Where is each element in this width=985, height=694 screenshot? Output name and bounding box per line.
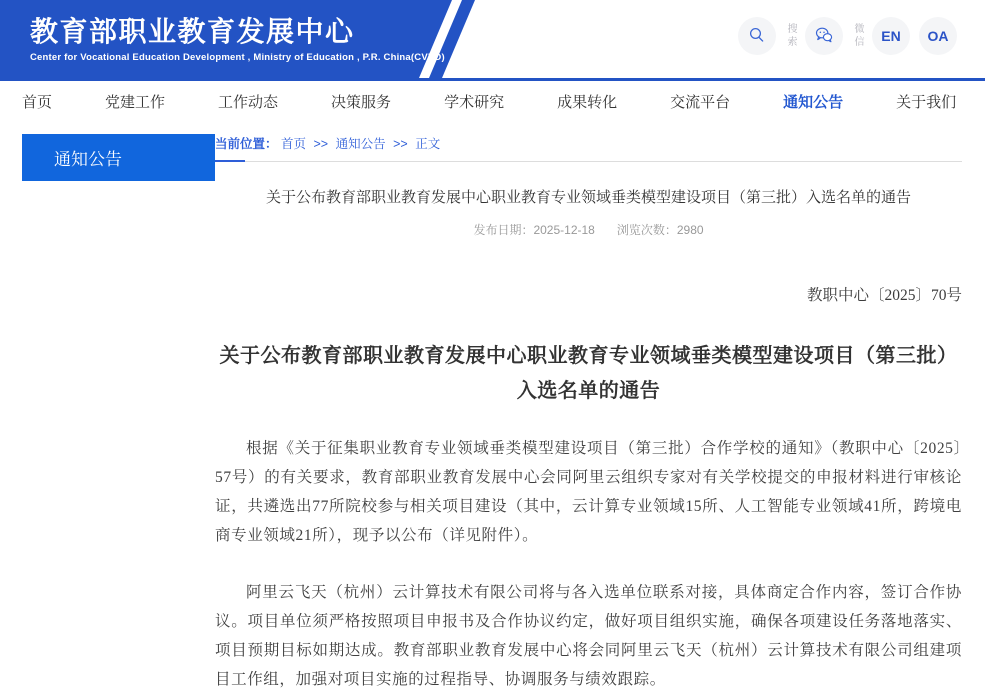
sidebar-item-notices[interactable]: 通知公告 (22, 134, 215, 181)
breadcrumb-current: 正文 (415, 137, 441, 151)
oa-button[interactable]: OA (919, 17, 957, 55)
site-title: 教育部职业教育发展中心 (30, 16, 355, 47)
site-header (0, 0, 985, 81)
main-nav (0, 81, 985, 122)
english-button[interactable]: EN (872, 17, 910, 55)
article-paragraph: 根据《关于征集职业教育专业领域垂类模型建设项目（第三批）合作学校的通知》（教职中心〔2025〕57号）的有关要求，教育部职业教育发展中心会同阿里云组织专家对有关学校提交的申报材料进行审核论证，共遴选出77所院校参与相关项目建设（其中，云计算专业领域15所、人工智能专业领域41所，跨境电商专业领域21所），现予以公布（详见附件）。 (215, 440, 962, 544)
nav-item-notices[interactable]: 通知公告 (783, 94, 844, 111)
publish-date-label: 发布日期： (473, 223, 534, 237)
nav-item-party-building[interactable]: 党建工作 (105, 94, 166, 111)
nav-item-achievements[interactable]: 成果转化 (557, 94, 618, 111)
views-label: 浏览次数： (616, 223, 677, 237)
main-area (0, 134, 985, 694)
nav-item-academic-research[interactable]: 学术研究 (444, 94, 505, 111)
breadcrumb-prefix: 当前位置： (215, 137, 278, 151)
wechat-label: 微信 (852, 23, 863, 49)
breadcrumb-rule (215, 160, 962, 162)
nav-item-about-us[interactable]: 关于我们 (896, 94, 957, 111)
breadcrumb-rule-gray (215, 161, 962, 162)
article-content (215, 134, 985, 694)
breadcrumb (215, 135, 962, 153)
views-value: 2980 (676, 223, 704, 237)
site-subtitle: Center for Vocational Education Development , Ministry of Education , P.R. China(CVED) (30, 52, 445, 63)
breadcrumb-separator: >> (313, 137, 329, 151)
header-actions (738, 17, 957, 55)
article-title: 关于公布教育部职业教育发展中心职业教育专业领域垂类模型建设项目（第三批）入选名单的通告 (265, 189, 911, 206)
breadcrumb-link-notices[interactable]: 通知公告 (335, 137, 386, 151)
article-paragraph: 阿里云飞天（杭州）云计算技术有限公司将与各入选单位联系对接，具体商定合作内容，签订合作协议。项目单位须严格按照项目申报书及合作协议约定，做好项目组织实施，确保各项建设任务落地落实、项目预期目标如期达成。教育部职业教育发展中心将会同阿里云飞天（杭州）云计算技术有限公司组建项目工作组，加强对项目实施的过程指导、协调服务与绩效跟踪。 (215, 584, 962, 688)
site-logo[interactable] (30, 15, 445, 63)
breadcrumb-link-home[interactable]: 首页 (281, 137, 307, 151)
search-icon (748, 26, 766, 47)
document-number: 教职中心〔2025〕70号 (806, 287, 962, 304)
header-bottom-rule (0, 78, 985, 81)
breadcrumb-separator: >> (393, 137, 408, 151)
article-body (215, 434, 962, 694)
breadcrumb-rule-blue (215, 160, 245, 162)
wechat-button[interactable] (805, 17, 843, 55)
nav-item-policy-services[interactable]: 决策服务 (331, 94, 392, 111)
nav-item-work-trends[interactable]: 工作动态 (218, 94, 279, 111)
search-label: 搜索 (785, 23, 796, 49)
search-button[interactable] (738, 17, 776, 55)
nav-item-home[interactable]: 首页 (22, 94, 53, 111)
wechat-icon (814, 25, 834, 48)
nav-item-exchange-platform[interactable]: 交流平台 (670, 94, 731, 111)
article-meta (215, 221, 962, 238)
article-heading: 关于公布教育部职业教育发展中心职业教育专业领域垂类模型建设项目（第三批）入选名单的通告 (219, 345, 958, 402)
publish-date-value: 2025-12-18 (533, 223, 595, 237)
sidebar (0, 134, 215, 694)
